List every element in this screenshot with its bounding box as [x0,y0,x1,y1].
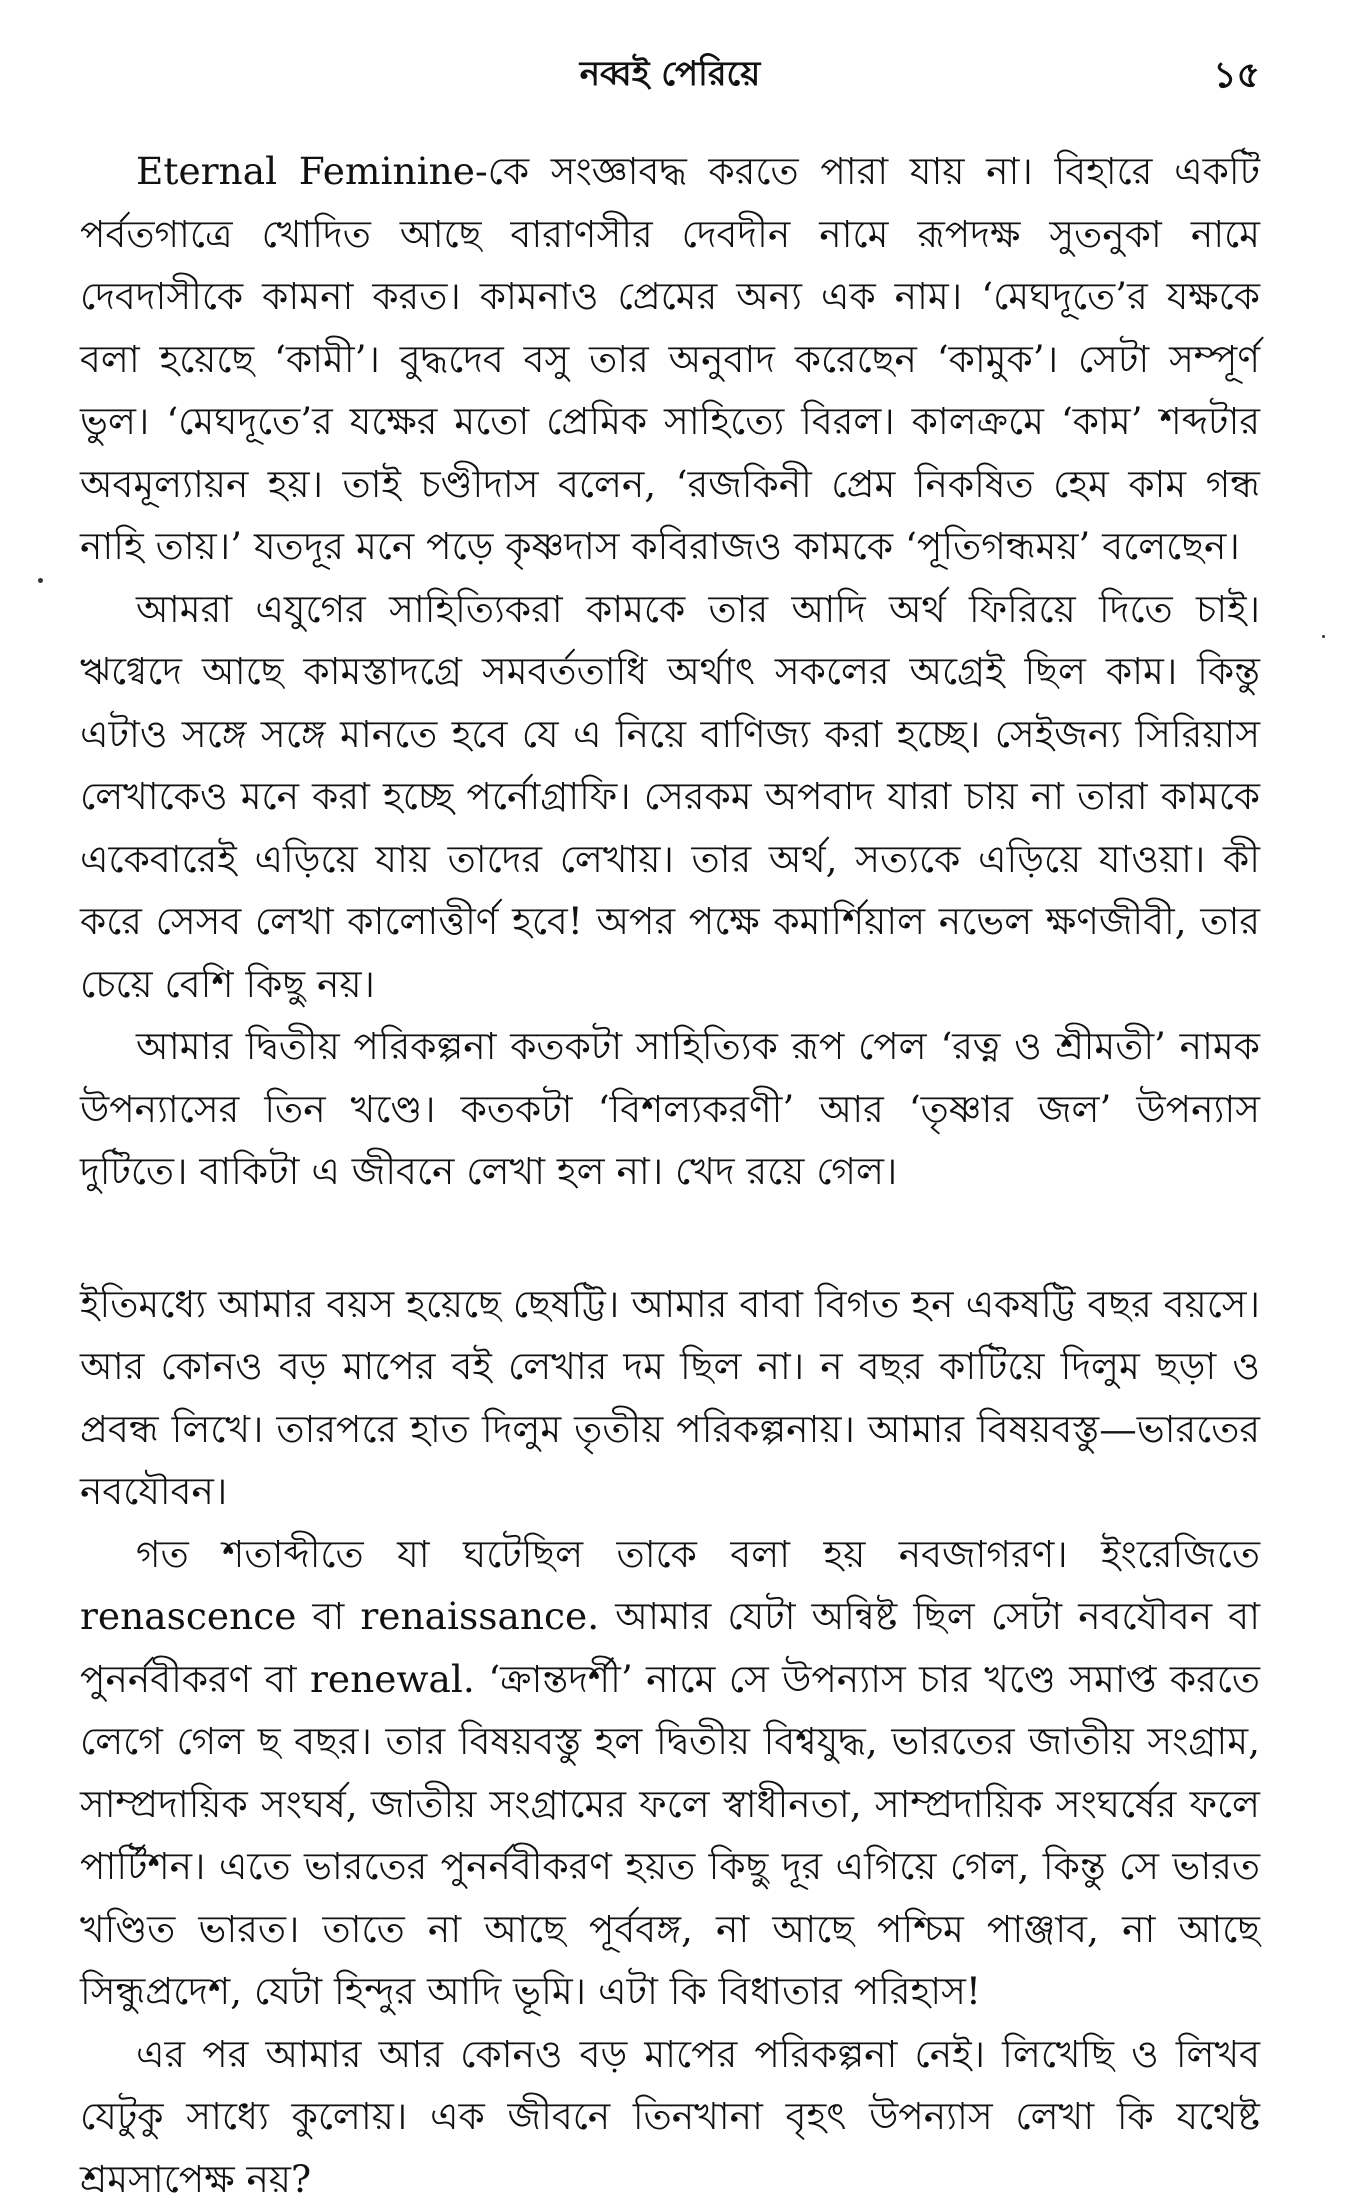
page-header [80,48,1260,108]
print-speck [38,578,43,583]
paragraph: আমরা এযুগের সাহিত্যিকরা কামকে তার আদি অর্থ ফিরিয়ে দিতে চাই। ঋগ্বেদে আছে কামস্তাদগ্রে সমবর্ততাধি অর্থাৎ সকলের অগ্রেই ছিল কাম। কিন্তু এটাও সঙ্গে সঙ্গে মানতে হবে যে এ নিয়ে বাণিজ্য করা হচ্ছে। সেইজন্য সিরিয়াস লেখাকেও মনে করা হচ্ছে পর্নোগ্রাফি। সেরকম অপবাদ যারা চায় না তারা কামকে একেবারেই এড়িয়ে যায় তাদের লেখায়। তার অর্থ, সত্যকে এড়িয়ে যাওয়া। কী করে সেসব লেখা কালোত্তীর্ণ হবে! অপর পক্ষে কমার্শিয়াল নভেল ক্ষণজীবী, তার চেয়ে বেশি কিছু নয়। [80,578,1260,1016]
paragraph: আমার দ্বিতীয় পরিকল্পনা কতকটা সাহিত্যিক রূপ পেল ‘রত্ন ও শ্রীমতী’ নামক উপন্যাসের তিন খণ্ডে। কতকটা ‘বিশল্যকরণী’ আর ‘তৃষ্ণার জল’ উপন্যাস দুটিতে। বাকিটা এ জীবনে লেখা হল না। খেদ রয়ে গেল। [80,1015,1260,1203]
body-text [80,140,1260,2210]
page-number: ১৫ [1213,48,1260,108]
paragraph: ইতিমধ্যে আমার বয়স হয়েছে ছেষট্টি। আমার বাবা বিগত হন একষট্টি বছর বয়সে। আর কোনও বড় মাপের বই লেখার দম ছিল না। ন বছর কাটিয়ে দিলুম ছড়া ও প্রবন্ধ লিখে। তারপরে হাত দিলুম তৃতীয় পরিকল্পনায়। আমার বিষয়বস্তু—ভারতের নবযৌবন। [80,1273,1260,1523]
running-title: নব্বই পেরিয়ে [80,48,1260,105]
paragraph: Eternal Feminine-কে সংজ্ঞাবদ্ধ করতে পারা যায় না। বিহারে একটি পর্বতগাত্রে খোদিত আছে বারাণসীর দেবদীন নামে রূপদক্ষ সুতনুকা নামে দেবদাসীকে কামনা করত। কামনাও প্রেমের অন্য এক নাম। ‘মেঘদূতে’র যক্ষকে বলা হয়েছে ‘কামী’। বুদ্ধদেব বসু তার অনুবাদ করেছেন ‘কামুক’। সেটা সম্পূর্ণ ভুল। ‘মেঘদূতে’র যক্ষের মতো প্রেমিক সাহিত্যে বিরল। কালক্রমে ‘কাম’ শব্দটার অবমূল্যায়ন হয়। তাই চণ্ডীদাস বলেন, ‘রজকিনী প্রেম নিকষিত হেম কাম গন্ধ নাহি তায়।’ যতদূর মনে পড়ে কৃষ্ণদাস কবিরাজও কামকে ‘পূতিগন্ধময়’ বলেছেন। [80,140,1260,578]
paragraph: গত শতাব্দীতে যা ঘটেছিল তাকে বলা হয় নবজাগরণ। ইংরেজিতে renascence বা renaissance. আমার যেটা অন্বিষ্ট ছিল সেটা নবযৌবন বা পুনর্নবীকরণ বা renewal. ‘ক্রান্তদর্শী’ নামে সে উপন্যাস চার খণ্ডে সমাপ্ত করতে লেগে গেল ছ বছর। তার বিষয়বস্তু হল দ্বিতীয় বিশ্বযুদ্ধ, ভারতের জাতীয় সংগ্রাম, সাম্প্রদায়িক সংঘর্ষ, জাতীয় সংগ্রামের ফলে স্বাধীনতা, সাম্প্রদায়িক সংঘর্ষের ফলে পার্টিশন। এতে ভারতের পুনর্নবীকরণ হয়ত কিছু দূর এগিয়ে গেল, কিন্তু সে ভারত খণ্ডিত ভারত। তাতে না আছে পূর্ববঙ্গ, না আছে পশ্চিম পাঞ্জাব, না আছে সিন্ধুপ্রদেশ, যেটা হিন্দুর আদি ভূমি। এটা কি বিধাতার পরিহাস! [80,1523,1260,2023]
section-break [80,1203,1260,1273]
paragraph: এর পর আমার আর কোনও বড় মাপের পরিকল্পনা নেই। লিখেছি ও লিখব যেটুকু সাধ্যে কুলোয়। এক জীবনে তিনখানা বৃহৎ উপন্যাস লেখা কি যথেষ্ট শ্রমসাপেক্ষ নয়? [80,2023,1260,2210]
print-speck [1322,635,1325,638]
